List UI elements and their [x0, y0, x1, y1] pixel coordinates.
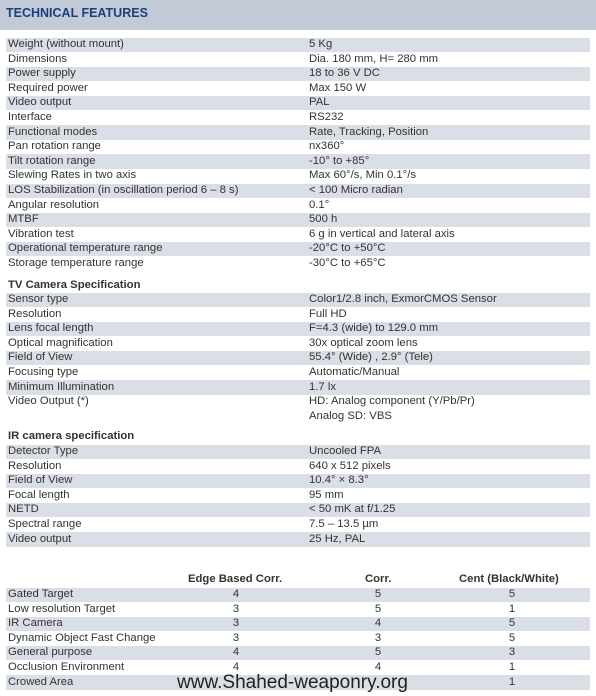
comparison-row — [6, 602, 590, 617]
corr-score: 4 — [374, 617, 382, 630]
watermark: www.Shahed-weaponry.org — [177, 672, 408, 693]
spec-value: 95 mm — [309, 488, 344, 501]
edge-corr-score: 3 — [232, 631, 240, 644]
section-title: TECHNICAL FEATURES — [6, 6, 148, 20]
spec-label: Pan rotation range — [8, 140, 101, 153]
ir-section-title: IR camera specification — [8, 430, 135, 442]
spec-row — [6, 81, 590, 96]
comparison-row — [6, 617, 590, 632]
corr-score: 5 — [374, 602, 382, 615]
spec-row — [6, 38, 590, 53]
spec-row — [6, 488, 590, 503]
spec-value: 18 to 36 V DC — [309, 67, 380, 80]
spec-label: Field of View — [8, 474, 73, 487]
comparison-label: Occlusion Environment — [8, 661, 125, 673]
spec-row — [6, 307, 590, 322]
spec-row — [6, 184, 590, 199]
spec-label: Video Output (*) — [8, 395, 89, 408]
spec-value: RS232 — [309, 111, 344, 123]
cent-score: 5 — [508, 617, 516, 630]
spec-value: 0.1° — [309, 198, 330, 211]
spec-row — [6, 336, 590, 351]
corr-score: 4 — [374, 661, 382, 673]
spec-label: Detector Type — [8, 445, 79, 457]
spec-label: Dimensions — [8, 52, 68, 65]
spec-value: 1.7 lx — [309, 380, 337, 393]
spec-value: 500 h — [309, 213, 338, 226]
spec-value: < 50 mK at f/1.25 — [309, 503, 396, 516]
spec-row — [6, 169, 590, 184]
spec-row — [6, 395, 590, 410]
spec-label: Focusing type — [8, 366, 79, 378]
spec-value: F=4.3 (wide) to 129.0 mm — [309, 322, 439, 335]
spec-label: Slewing Rates in two axis — [8, 169, 137, 182]
corr-score: 5 — [374, 588, 382, 600]
spec-label: Sensor type — [8, 293, 69, 305]
comparison-header: Edge Based Corr. — [188, 573, 283, 585]
edge-corr-score: 3 — [232, 602, 240, 615]
comparison-row — [6, 646, 590, 661]
comparison-row — [6, 631, 590, 646]
spec-label: Lens focal length — [8, 322, 94, 335]
spec-row — [6, 242, 590, 257]
spec-value: 6 g in vertical and lateral axis — [309, 227, 455, 240]
spec-value: Max 150 W — [309, 81, 367, 94]
spec-value: -30°C to +65°C — [309, 257, 386, 269]
spec-label: Interface — [8, 111, 52, 123]
cent-score: 3 — [508, 646, 516, 659]
spec-value: 10.4° × 8.3° — [309, 474, 369, 487]
edge-corr-score: 4 — [232, 588, 240, 600]
spec-value: Rate, Tracking, Position — [309, 125, 429, 138]
corr-score: 5 — [374, 646, 382, 659]
comparison-label: General purpose — [8, 646, 93, 659]
spec-row — [6, 380, 590, 395]
corr-score: 3 — [374, 631, 382, 644]
spec-label: Functional modes — [8, 125, 98, 138]
spec-row — [6, 445, 590, 460]
cent-score: 1 — [508, 675, 516, 688]
spec-value: 640 x 512 pixels — [309, 459, 391, 472]
spec-label: MTBF — [8, 213, 39, 226]
spec-label: Angular resolution — [8, 198, 100, 211]
spec-value: 7.5 – 13.5 µm — [309, 518, 379, 530]
spec-value: 5 Kg — [309, 38, 333, 50]
spec-value: PAL — [309, 96, 330, 109]
comparison-header: Cent (Black/White) — [459, 573, 559, 585]
spec-value: 25 Hz, PAL — [309, 532, 366, 545]
spec-row — [6, 52, 590, 67]
comparison-label: Dynamic Object Fast Change — [8, 631, 156, 644]
spec-label: Focal length — [8, 488, 70, 501]
edge-corr-score: 3 — [232, 617, 240, 630]
spec-row — [6, 140, 590, 155]
spec-value-continuation: Analog SD: VBS — [309, 410, 392, 422]
cent-score: 1 — [508, 661, 516, 673]
spec-row — [6, 459, 590, 474]
comparison-row — [6, 588, 590, 603]
spec-value: Automatic/Manual — [309, 366, 400, 378]
spec-label: Resolution — [8, 307, 62, 320]
spec-value: Dia. 180 mm, H= 280 mm — [309, 52, 439, 65]
spec-label: Minimum Illumination — [8, 380, 115, 393]
comparison-label: IR Camera — [8, 617, 63, 630]
spec-row — [6, 474, 590, 489]
spec-label: Vibration test — [8, 227, 74, 240]
comparison-label: Crowed Area — [8, 675, 74, 688]
comparison-label: Low resolution Target — [8, 602, 116, 615]
spec-label: Power supply — [8, 67, 76, 80]
spec-row — [6, 366, 590, 381]
spec-row — [6, 322, 590, 337]
spec-row — [6, 351, 590, 366]
spec-value: Color1/2.8 inch, ExmorCMOS Sensor — [309, 293, 497, 305]
spec-value: Uncooled FPA — [309, 445, 382, 457]
spec-label: Spectral range — [8, 518, 82, 530]
spec-row — [6, 111, 590, 126]
tv-section-title: TV Camera Specification — [8, 279, 141, 291]
section-header — [0, 0, 596, 30]
spec-value: -10° to +85° — [309, 154, 370, 167]
comparison-header: Corr. — [365, 573, 392, 585]
spec-value: nx360° — [309, 140, 345, 153]
spec-label: Storage temperature range — [8, 257, 144, 269]
spec-label: Operational temperature range — [8, 242, 163, 255]
spec-label: Optical magnification — [8, 336, 113, 349]
spec-label: LOS Stabilization (in oscillation period 6 – 8 s) — [8, 184, 239, 196]
spec-row — [6, 96, 590, 111]
spec-row — [6, 198, 590, 213]
spec-row — [6, 125, 590, 140]
spec-row — [6, 532, 590, 547]
spec-value: HD: Analog component (Y/Pb/Pr) — [309, 395, 475, 408]
spec-label: Required power — [8, 81, 88, 94]
spec-value: 55.4° (Wide) , 2.9° (Tele) — [309, 351, 433, 364]
spec-label: Resolution — [8, 459, 62, 472]
spec-label: Video output — [8, 96, 72, 109]
spec-row — [6, 227, 590, 242]
spec-label: Field of View — [8, 351, 73, 364]
cent-score: 1 — [508, 602, 516, 615]
spec-value: 30x optical zoom lens — [309, 336, 418, 349]
spec-label: NETD — [8, 503, 39, 516]
spec-row — [6, 503, 590, 518]
spec-value: Max 60°/s, Min 0.1°/s — [309, 169, 416, 182]
spec-label: Video output — [8, 532, 72, 545]
spec-value: -20°C to +50°C — [309, 242, 386, 255]
spec-row — [6, 257, 590, 272]
spec-value: < 100 Micro radian — [309, 184, 403, 196]
spec-value: Full HD — [309, 307, 347, 320]
spec-label: Tilt rotation range — [8, 154, 96, 167]
spec-row — [6, 518, 590, 533]
spec-row — [6, 154, 590, 169]
spec-row — [6, 293, 590, 308]
spec-row — [6, 67, 590, 82]
edge-corr-score: 4 — [232, 646, 240, 659]
spec-row — [6, 213, 590, 228]
cent-score: 5 — [508, 631, 516, 644]
edge-corr-score: 4 — [232, 661, 240, 673]
comparison-label: Gated Target — [8, 588, 74, 600]
cent-score: 5 — [508, 588, 516, 600]
spec-label: Weight (without mount) — [8, 38, 124, 50]
